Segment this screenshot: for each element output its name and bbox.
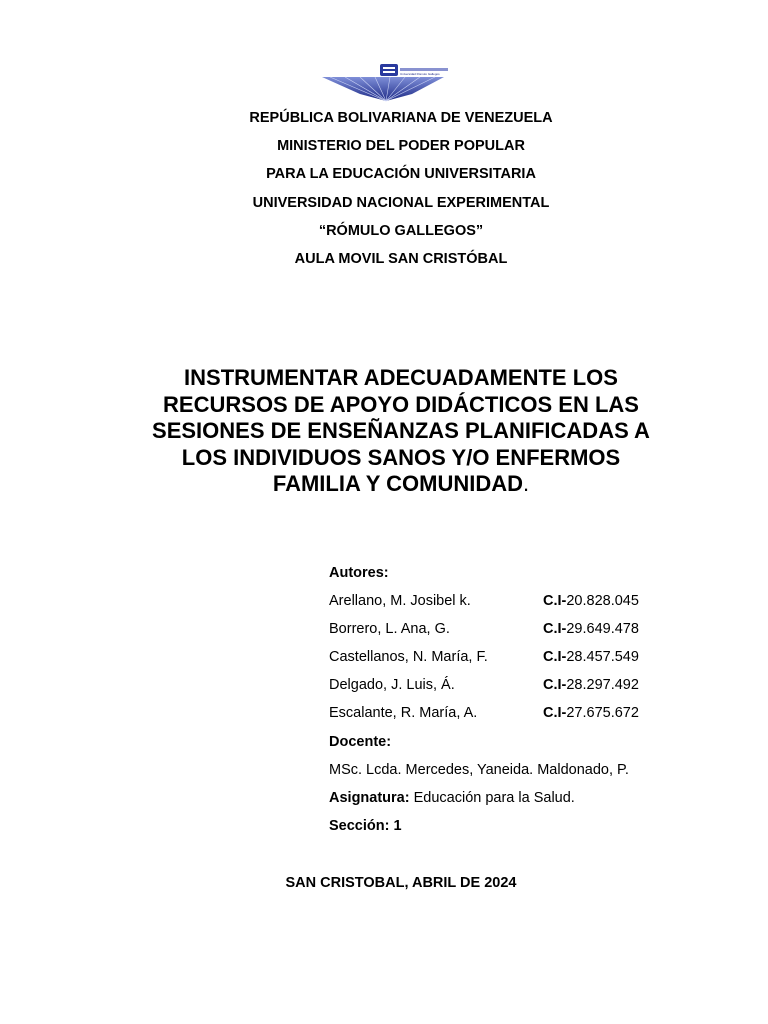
- author-name: Castellanos, N. María, F.: [329, 649, 488, 665]
- docente-label: Docente:: [329, 734, 392, 750]
- author-row: [329, 649, 639, 666]
- ci-number: 28.457.549: [566, 649, 639, 665]
- ci-prefix: C.I-: [543, 621, 567, 637]
- ci-prefix: C.I-: [543, 593, 567, 609]
- institution-line-6: AULA MOVIL SAN CRISTÓBAL: [294, 251, 508, 267]
- title-line-2: RECURSOS DE APOYO DIDÁCTICOS EN LAS: [163, 391, 639, 417]
- ci-number: 27.675.672: [566, 705, 639, 721]
- ci-number: 28.297.492: [566, 677, 639, 693]
- title-line-5: [130, 471, 672, 498]
- author-name: Escalante, R. María, A.: [329, 705, 478, 721]
- institution-line-1: REPÚBLICA BOLIVARIANA DE VENEZUELA: [249, 110, 553, 126]
- author-row: [329, 593, 639, 610]
- institution-line-4: UNIVERSIDAD NACIONAL EXPERIMENTAL: [252, 195, 550, 211]
- institution-line-5: “RÓMULO GALLEGOS”: [318, 223, 484, 239]
- ci-prefix: C.I-: [543, 649, 567, 665]
- author-ci: [543, 677, 639, 694]
- ci-prefix: C.I-: [543, 677, 567, 693]
- asignatura-label: Asignatura:: [329, 790, 410, 806]
- institution-line-2: MINISTERIO DEL PODER POPULAR: [277, 138, 525, 154]
- svg-text:Universidad Rómulo Gallegos: Universidad Rómulo Gallegos: [400, 72, 440, 76]
- asignatura-value: Educación para la Salud.: [409, 790, 575, 806]
- author-ci: [543, 621, 639, 638]
- ci-number: 29.649.478: [566, 621, 639, 637]
- authors-label: Autores:: [329, 565, 389, 581]
- author-ci: [543, 593, 639, 610]
- title-line-4: LOS INDIVIDUOS SANOS Y/O ENFERMOS: [181, 444, 621, 470]
- place-date: SAN CRISTOBAL, ABRIL DE 2024: [285, 875, 517, 891]
- author-row: [329, 621, 639, 638]
- seccion-label: Sección: 1: [329, 818, 402, 834]
- title-line-1: INSTRUMENTAR ADECUADAMENTE LOS: [184, 365, 618, 390]
- docente-name: MSc. Lcda. Mercedes, Yaneida. Maldonado, P.: [329, 762, 629, 778]
- institution-line-3: PARA LA EDUCACIÓN UNIVERSITARIA: [266, 166, 536, 182]
- asignatura: [329, 790, 575, 807]
- author-name: Delgado, J. Luis, Á.: [329, 677, 455, 693]
- author-row: [329, 705, 639, 722]
- ci-number: 20.828.045: [566, 593, 639, 609]
- ci-prefix: C.I-: [543, 705, 567, 721]
- title-end-punct: .: [523, 471, 530, 496]
- title-line-3: SESIONES DE ENSEÑANZAS PLANIFICADAS A: [152, 418, 650, 443]
- author-name: Arellano, M. Josibel k.: [329, 593, 471, 609]
- author-ci: [543, 649, 639, 666]
- document-title: [130, 365, 672, 498]
- author-ci: [543, 705, 639, 722]
- author-row: [329, 677, 639, 694]
- title-line-5-text: FAMILIA Y COMUNIDAD: [272, 471, 524, 496]
- author-name: Borrero, L. Ana, G.: [329, 621, 450, 637]
- university-logo: [320, 60, 450, 102]
